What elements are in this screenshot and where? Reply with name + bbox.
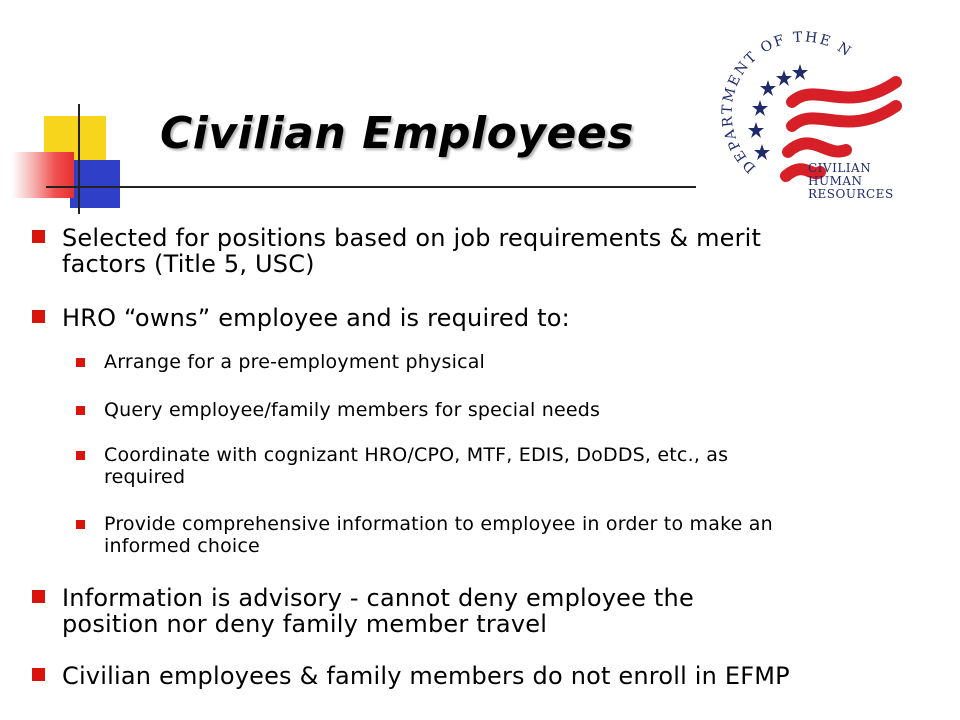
bullet-marker <box>76 406 85 415</box>
slide-title: Civilian Employees <box>160 108 634 159</box>
bullet-line: Civilian employees & family members do not enroll in EFMP <box>62 662 790 690</box>
logo-line-1: CIVILIAN <box>808 161 872 175</box>
bullet-line: Query employee/family members for special needs <box>104 399 601 421</box>
bullet-marker <box>76 451 85 460</box>
bullet-line: factors (Title 5, USC) <box>62 250 315 278</box>
title-underline <box>46 186 696 188</box>
bullet-marker <box>32 310 45 323</box>
bullet-line: HRO “owns” employee and is required to: <box>62 304 570 332</box>
bullet-marker <box>32 668 45 681</box>
bullet-line: Arrange for a pre-employment physical <box>104 351 486 373</box>
logo-line-2: HUMAN <box>808 174 863 188</box>
bullet-line: required <box>104 466 186 488</box>
red-gradient-block <box>12 152 74 198</box>
bullet-line: Provide comprehensive information to employee in order to make an <box>104 513 773 535</box>
bullet-marker <box>76 358 85 367</box>
bullet-line: Information is advisory - cannot deny employee the <box>62 584 694 612</box>
logo-line-3: RESOURCES <box>808 187 894 201</box>
logo-caption <box>808 162 894 201</box>
bullet-line: Coordinate with cognizant HRO/CPO, MTF, EDIS, DoDDS, etc., as <box>104 444 729 466</box>
bullet-marker <box>76 520 85 529</box>
bullet-line: Selected for positions based on job requirements & merit <box>62 224 762 252</box>
bullet-line: informed choice <box>104 535 260 557</box>
svg-text:DEPARTMENT OF THE NAVY: DEPARTMENT OF THE N <box>719 29 856 176</box>
bullet-marker <box>32 590 45 603</box>
bullet-marker <box>32 230 45 243</box>
bullet-line: position nor deny family member travel <box>62 610 548 638</box>
navy-chr-logo <box>696 20 916 206</box>
vertical-rule <box>78 104 80 214</box>
